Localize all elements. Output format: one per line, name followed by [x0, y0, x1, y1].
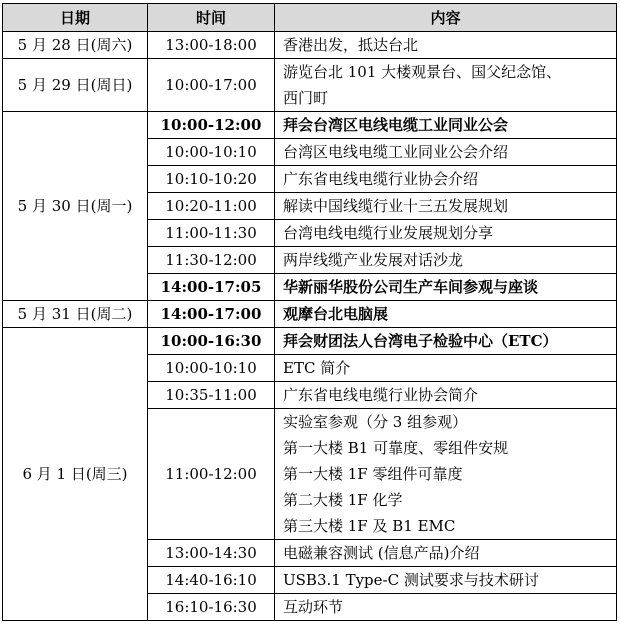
content-cell: ETC 简介: [275, 355, 617, 382]
table-row: [3, 328, 617, 355]
time-cell: 11:00-12:00: [148, 409, 275, 540]
content-line: 第一大楼 B1 可靠度、零组件安规: [283, 439, 509, 457]
time-cell: 16:10-16:30: [148, 594, 275, 621]
content-line: 游览台北 101 大楼观景台、国父纪念馆、: [283, 63, 562, 81]
content-cell: 台湾区电线电缆工业同业公会介绍: [275, 139, 617, 166]
content-line: 实验室参观（分 3 组参观）: [283, 413, 468, 431]
time-cell: 14:00-17:05: [148, 274, 275, 301]
content-cell: 两岸线缆产业发展对话沙龙: [275, 247, 617, 274]
time-cell: 10:00-10:10: [148, 139, 275, 166]
time-cell: 10:00-16:30: [148, 328, 275, 355]
content-cell: 互动环节: [275, 594, 617, 621]
content-cell: 解读中国线缆行业十三五发展规划: [275, 193, 617, 220]
date-cell: 5 月 31 日(周二): [3, 301, 148, 328]
time-cell: 10:35-11:00: [148, 382, 275, 409]
header-content: 内容: [275, 4, 617, 32]
content-line: 第二大楼 1F 化学: [283, 491, 403, 509]
time-cell: 10:20-11:00: [148, 193, 275, 220]
content-line: 第三大楼 1F 及 B1 EMC: [283, 517, 456, 535]
header-date: 日期: [3, 4, 148, 32]
content-cell: 香港出发，抵达台北: [275, 32, 617, 59]
content-cell: 拜会财团法人台湾电子检验中心（ETC）: [275, 328, 617, 355]
table-row: [3, 32, 617, 59]
time-cell: 13:00-18:00: [148, 32, 275, 59]
time-cell: 10:10-10:20: [148, 166, 275, 193]
content-cell: 广东省电线电缆行业协会介绍: [275, 166, 617, 193]
content-cell: 广东省电线电缆行业协会简介: [275, 382, 617, 409]
time-cell: 10:00-17:00: [148, 59, 275, 112]
content-cell: [275, 409, 617, 540]
content-cell: 拜会台湾区电线电缆工业同业公会: [275, 112, 617, 139]
time-cell: 14:00-17:00: [148, 301, 275, 328]
content-cell: 台湾电线电缆行业发展规划分享: [275, 220, 617, 247]
content-cell: [275, 59, 617, 112]
content-cell: 观摩台北电脑展: [275, 301, 617, 328]
header-time: 时间: [148, 4, 275, 32]
date-cell: 6 月 1 日(周三): [3, 328, 148, 621]
table-row: [3, 59, 617, 112]
table-row: [3, 112, 617, 139]
time-cell: 11:00-11:30: [148, 220, 275, 247]
content-cell: USB3.1 Type-C 测试要求与技术研讨: [275, 567, 617, 594]
content-line: 第一大楼 1F 零组件可靠度: [283, 465, 463, 483]
time-cell: 10:00-10:10: [148, 355, 275, 382]
content-line: 西门町: [283, 89, 329, 107]
date-cell: 5 月 30 日(周一): [3, 112, 148, 301]
time-cell: 11:30-12:00: [148, 247, 275, 274]
date-cell: 5 月 29 日(周日): [3, 59, 148, 112]
itinerary-table: [2, 3, 617, 621]
table-row: [3, 301, 617, 328]
content-cell: 华新丽华股份公司生产车间参观与座谈: [275, 274, 617, 301]
content-cell: 电磁兼容测试 (信息产品)介绍: [275, 540, 617, 567]
time-cell: 14:40-16:10: [148, 567, 275, 594]
header-row: [3, 4, 617, 32]
date-cell: 5 月 28 日(周六): [3, 32, 148, 59]
time-cell: 10:00-12:00: [148, 112, 275, 139]
time-cell: 13:00-14:30: [148, 540, 275, 567]
